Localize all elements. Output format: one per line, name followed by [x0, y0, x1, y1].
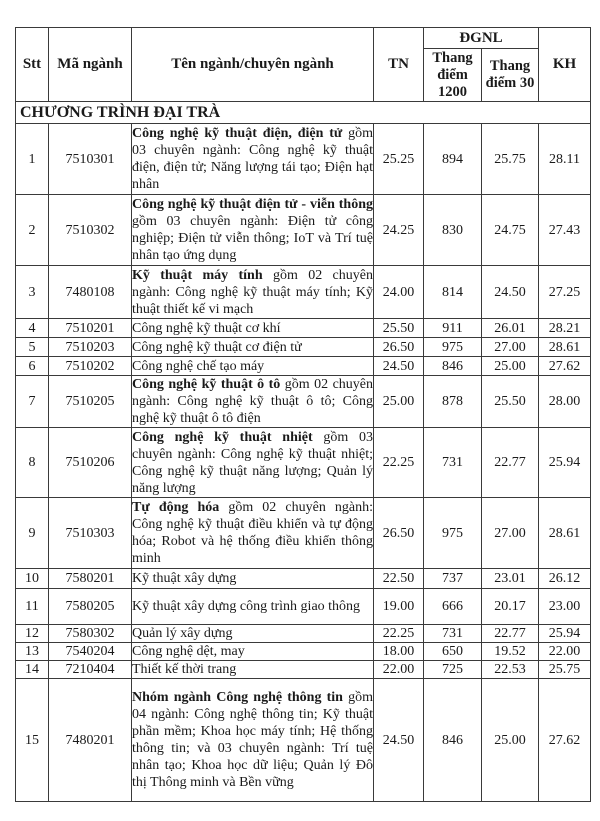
program-description: Kỹ thuật xây dựng công trình giao thông	[132, 599, 361, 614]
table-row	[16, 195, 591, 266]
cell-dgnl-30: 20.17	[482, 589, 539, 625]
cell-stt: 1	[16, 124, 49, 195]
cell-dgnl-1200: 911	[424, 319, 482, 338]
cell-dgnl-30: 24.75	[482, 195, 539, 266]
cell-stt: 15	[16, 679, 49, 802]
cell-kh: 25.94	[539, 428, 591, 498]
cell-ma-nganh: 7210404	[49, 661, 132, 679]
cell-ma-nganh: 7510205	[49, 376, 132, 428]
cell-dgnl-30: 25.00	[482, 679, 539, 802]
cell-ma-nganh: 7580302	[49, 625, 132, 643]
cell-dgnl-30: 25.00	[482, 357, 539, 376]
table-row	[16, 498, 591, 569]
table-row	[16, 338, 591, 357]
table-body	[16, 102, 591, 802]
cell-kh: 27.62	[539, 357, 591, 376]
cell-dgnl-1200: 894	[424, 124, 482, 195]
cell-ma-nganh: 7480201	[49, 679, 132, 802]
cell-ten-nganh	[132, 338, 374, 357]
cell-dgnl-30: 23.01	[482, 569, 539, 589]
cell-kh: 28.61	[539, 338, 591, 357]
header-dgnl-1200: Thang điểm 1200	[424, 49, 482, 102]
cell-ten-nganh	[132, 661, 374, 679]
header-dgnl: ĐGNL	[424, 28, 539, 49]
cell-dgnl-30: 22.77	[482, 428, 539, 498]
cell-dgnl-30: 22.53	[482, 661, 539, 679]
cell-ma-nganh: 7510203	[49, 338, 132, 357]
cell-dgnl-30: 24.50	[482, 266, 539, 319]
cell-ma-nganh: 7510206	[49, 428, 132, 498]
table-row	[16, 661, 591, 679]
section-row	[16, 102, 591, 124]
table-row	[16, 124, 591, 195]
cell-dgnl-1200: 731	[424, 625, 482, 643]
cell-kh: 22.00	[539, 643, 591, 661]
program-description: Công nghệ dệt, may	[132, 644, 245, 659]
cell-tn: 24.25	[374, 195, 424, 266]
cell-dgnl-30: 26.01	[482, 319, 539, 338]
program-description: Thiết kế thời trang	[132, 662, 237, 677]
cell-ten-nganh	[132, 124, 374, 195]
cell-ten-nganh	[132, 357, 374, 376]
cell-kh: 27.25	[539, 266, 591, 319]
cell-stt: 14	[16, 661, 49, 679]
program-description: gồm 02 chuyên ngành: Công nghệ kỹ thuật ô tô; Công nghệ kỹ thuật ô tô điện	[132, 377, 373, 426]
table-row	[16, 569, 591, 589]
cell-stt: 2	[16, 195, 49, 266]
cell-tn: 22.50	[374, 569, 424, 589]
program-name-bold: Công nghệ kỹ thuật nhiệt	[132, 429, 313, 445]
cell-ten-nganh	[132, 569, 374, 589]
cell-ten-nganh	[132, 625, 374, 643]
cell-tn: 24.50	[374, 679, 424, 802]
cell-stt: 8	[16, 428, 49, 498]
table-row	[16, 589, 591, 625]
cell-ten-nganh	[132, 428, 374, 498]
cell-tn: 25.25	[374, 124, 424, 195]
cell-tn: 25.50	[374, 319, 424, 338]
table-header	[16, 28, 591, 102]
cell-kh: 25.75	[539, 661, 591, 679]
cell-ma-nganh: 7580205	[49, 589, 132, 625]
table-row	[16, 643, 591, 661]
cell-ten-nganh	[132, 643, 374, 661]
cell-stt: 3	[16, 266, 49, 319]
cell-tn: 25.00	[374, 376, 424, 428]
section-title: CHƯƠNG TRÌNH ĐẠI TRÀ	[16, 102, 591, 124]
program-description: gồm 03 chuyên ngành: Điện tử công nghiệp; Điện tử viễn thông; IoT và Trí tuệ nhân tạo ứng dụng	[132, 214, 373, 263]
program-name-bold: Công nghệ kỹ thuật ô tô	[132, 377, 281, 392]
table-row	[16, 428, 591, 498]
program-description: gồm 03 chuyên ngành: Công nghệ kỹ thuật nhiệt; Công nghệ kỹ thuật năng lượng; Quản lý năng lượng	[132, 429, 373, 496]
cell-tn: 18.00	[374, 643, 424, 661]
cell-tn: 24.50	[374, 357, 424, 376]
program-name-bold: Nhóm ngành Công nghệ thông tin	[132, 690, 343, 705]
cell-stt: 11	[16, 589, 49, 625]
table-row	[16, 319, 591, 338]
table-row	[16, 625, 591, 643]
cell-tn: 26.50	[374, 338, 424, 357]
cell-dgnl-30: 19.52	[482, 643, 539, 661]
cell-dgnl-1200: 731	[424, 428, 482, 498]
cell-dgnl-1200: 878	[424, 376, 482, 428]
cell-tn: 26.50	[374, 498, 424, 569]
table-row	[16, 357, 591, 376]
cell-tn: 24.00	[374, 266, 424, 319]
cell-tn: 22.00	[374, 661, 424, 679]
cell-dgnl-30: 27.00	[482, 338, 539, 357]
cell-dgnl-1200: 846	[424, 357, 482, 376]
program-description: gồm 02 chuyên ngành: Công nghệ kỹ thuật điều khiển và tự động hóa; Robot và hệ thống điều khiển thông minh	[132, 500, 373, 566]
header-tn: TN	[374, 28, 424, 102]
cell-ten-nganh	[132, 589, 374, 625]
cell-kh: 28.21	[539, 319, 591, 338]
cell-dgnl-1200: 975	[424, 498, 482, 569]
program-description: gồm 02 chuyên ngành: Công nghệ kỹ thuật máy tính; Kỹ thuật thiết kế vi mạch	[132, 267, 373, 317]
cell-ma-nganh: 7510302	[49, 195, 132, 266]
cell-dgnl-1200: 846	[424, 679, 482, 802]
cell-stt: 9	[16, 498, 49, 569]
cell-kh: 27.62	[539, 679, 591, 802]
cell-kh: 27.43	[539, 195, 591, 266]
cell-ten-nganh	[132, 266, 374, 319]
cell-ten-nganh	[132, 319, 374, 338]
program-description: Công nghệ kỹ thuật cơ khí	[132, 320, 281, 336]
cell-ma-nganh: 7540204	[49, 643, 132, 661]
header-ten-nganh: Tên ngành/chuyên ngành	[132, 28, 374, 102]
program-name-bold: Công nghệ kỹ thuật điện, điện tử	[132, 126, 343, 141]
cell-ma-nganh: 7510201	[49, 319, 132, 338]
table-row	[16, 266, 591, 319]
cell-dgnl-30: 25.75	[482, 124, 539, 195]
cell-tn: 22.25	[374, 625, 424, 643]
cell-ten-nganh	[132, 498, 374, 569]
cell-ma-nganh: 7480108	[49, 266, 132, 319]
cell-kh: 28.61	[539, 498, 591, 569]
program-description: gồm 03 chuyên ngành: Công nghệ kỹ thuật điện, điện tử; Năng lượng tái tạo; Điện hạt nhân	[132, 126, 374, 192]
cell-ma-nganh: 7580201	[49, 569, 132, 589]
header-ma-nganh: Mã ngành	[49, 28, 132, 102]
cell-stt: 13	[16, 643, 49, 661]
cell-dgnl-30: 22.77	[482, 625, 539, 643]
cell-stt: 10	[16, 569, 49, 589]
cell-ten-nganh	[132, 376, 374, 428]
cell-kh: 25.94	[539, 625, 591, 643]
cell-dgnl-1200: 814	[424, 266, 482, 319]
table-row	[16, 679, 591, 802]
cell-dgnl-1200: 666	[424, 589, 482, 625]
cell-tn: 19.00	[374, 589, 424, 625]
cell-dgnl-1200: 650	[424, 643, 482, 661]
cell-kh: 23.00	[539, 589, 591, 625]
cell-kh: 28.00	[539, 376, 591, 428]
cell-stt: 4	[16, 319, 49, 338]
program-description: Quản lý xây dựng	[132, 626, 233, 641]
cell-kh: 26.12	[539, 569, 591, 589]
table-row	[16, 376, 591, 428]
cell-stt: 6	[16, 357, 49, 376]
cell-dgnl-30: 25.50	[482, 376, 539, 428]
cell-kh: 28.11	[539, 124, 591, 195]
program-name-bold: Công nghệ kỹ thuật điện tử - viễn thông	[132, 197, 373, 212]
cell-stt: 12	[16, 625, 49, 643]
cell-dgnl-1200: 725	[424, 661, 482, 679]
program-name-bold: Kỹ thuật máy tính	[132, 267, 263, 283]
header-kh: KH	[539, 28, 591, 102]
cell-stt: 7	[16, 376, 49, 428]
header-dgnl-30: Thang điểm 30	[482, 49, 539, 102]
program-name-bold: Tự động hóa	[132, 500, 220, 515]
cell-dgnl-1200: 975	[424, 338, 482, 357]
cell-ten-nganh	[132, 195, 374, 266]
cell-ma-nganh: 7510202	[49, 357, 132, 376]
cell-dgnl-1200: 737	[424, 569, 482, 589]
cell-ma-nganh: 7510301	[49, 124, 132, 195]
cell-ma-nganh: 7510303	[49, 498, 132, 569]
header-stt: Stt	[16, 28, 49, 102]
program-description: Kỹ thuật xây dựng	[132, 571, 237, 586]
program-description: Công nghệ chế tạo máy	[132, 358, 265, 374]
cell-tn: 22.25	[374, 428, 424, 498]
cell-stt: 5	[16, 338, 49, 357]
admission-scores-table	[15, 27, 591, 802]
cell-ten-nganh	[132, 679, 374, 802]
cell-dgnl-1200: 830	[424, 195, 482, 266]
program-description: gồm 04 ngành: Công nghệ thông tin; Kỹ thuật phần mềm; Khoa học máy tính; Hệ thống thông tin; và 03 chuyên ngành: Trí tuệ nhân tạo; Khoa học dữ liệu; Quản lý Đô thị Thông minh và Bền vững	[132, 690, 373, 790]
cell-dgnl-30: 27.00	[482, 498, 539, 569]
program-description: Công nghệ kỹ thuật cơ điện tử	[132, 339, 302, 355]
